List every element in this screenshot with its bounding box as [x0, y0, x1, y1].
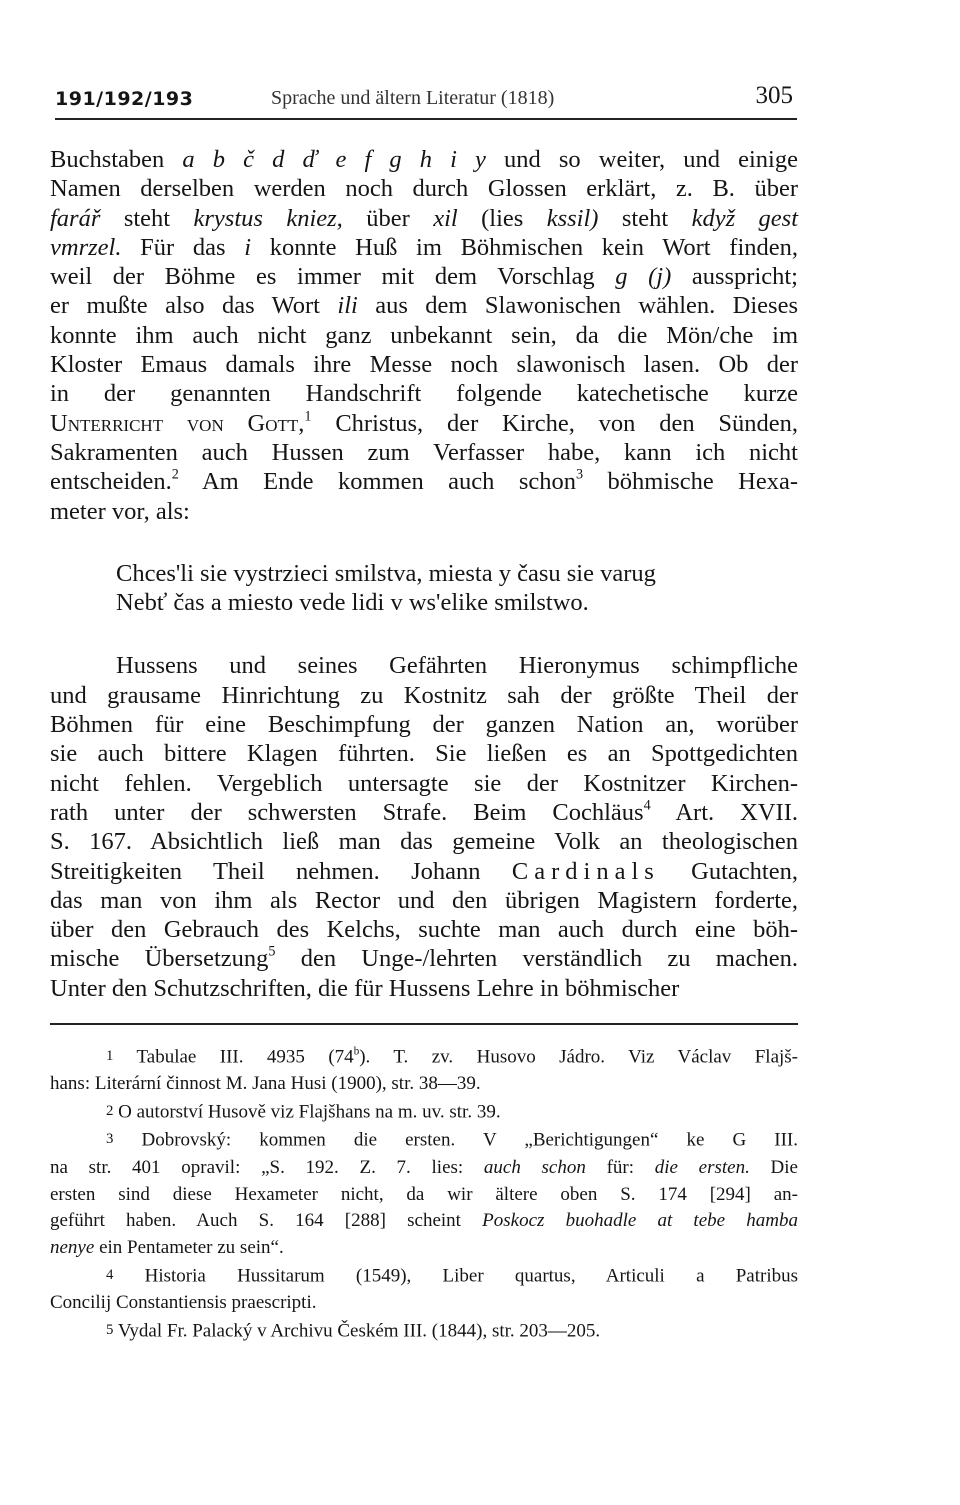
footnote-divider [50, 1023, 798, 1025]
footnote-ref: 1 [304, 408, 312, 425]
footnote-2: 2 O autorství Husově viz Flajšhans na m. uv. str. 39. [106, 1101, 501, 1123]
footnote-1: 1 Tabulae III. 4935 (74$^b$). T. zv. Husovo Jádro. Viz Václav Flajš- [106, 1045, 798, 1068]
running-header [55, 84, 797, 120]
text-line: vmrzel. Für das i konnte Huß im Böhmischen kein Wort finden, [50, 233, 798, 261]
verse-line: Nebť čas a miesto vede lidi v ws'elike smilstwo. [116, 589, 589, 617]
footnote-number: 1 [106, 1048, 114, 1065]
text-line: über den Gebrauch des Kelchs, suchte man auch durch eine böh- [50, 916, 798, 944]
text-line: mische Übersetzung$^5$ den Unge-/lehrten verständlich zu machen. [50, 943, 799, 973]
page-number: 305 [755, 82, 793, 109]
text-line: weil der Böhme es immer mit dem Vorschlag g (j) ausspricht; [50, 263, 798, 291]
main-text [50, 145, 798, 1345]
verse-quote [50, 559, 798, 618]
footnote-ref: 5 [268, 943, 276, 960]
footnote-number: 2 [106, 1103, 114, 1120]
text-line: farář steht krystus kniez, über xil (lies kssil) steht když gest [50, 204, 798, 232]
text-line: Hussens und seines Gefährten Hieronymus schimpfliche [116, 652, 798, 680]
footnote-3: 3 Dobrovský: kommen die ersten. V „Berichtigungen“ ke G III. [106, 1130, 798, 1152]
footnote-number: 4 [106, 1266, 114, 1283]
footnote-number: 3 [106, 1131, 114, 1148]
text-line: Namen derselben werden noch durch Glossen erklärt, z. B. über [50, 175, 798, 203]
footnote-line: ersten sind diese Hexameter nicht, da wir ältere oben S. 174 [294] an- [50, 1183, 798, 1205]
section-numbers: 191/192/193 [55, 88, 194, 110]
footnote-ref: 4 [643, 797, 651, 814]
text-line: Unter den Schutzschriften, die für Hussens Lehre in böhmischer [50, 974, 680, 1002]
footnote-5: 5 Vydal Fr. Palacký v Archivu Českém III. (1844), str. 203—205. [106, 1320, 601, 1342]
footnote-ref: 2 [171, 466, 179, 483]
footnote-line: na str. 401 opravil: „S. 192. Z. 7. lies: auch schon für: die ersten. Die [50, 1156, 798, 1178]
footnote-number: 5 [106, 1321, 114, 1338]
text-line: meter vor, als: [50, 497, 190, 525]
running-title: Sprache und ältern Literatur (1818) [271, 87, 555, 109]
footnote-line: nenye ein Pentameter zu sein“. [50, 1236, 284, 1258]
footnote-line: geführt haben. Auch S. 164 [288] scheint Poskocz buohadle at tebe hamba [50, 1210, 798, 1232]
text-line: er mußte also das Wort ili aus dem Slawonischen wählen. Dieses [50, 292, 798, 320]
text-line: in der genannten Handschrift folgende katechetische kurze [50, 380, 798, 408]
footnote-ref: 3 [576, 466, 584, 483]
footnote-line: Concilij Constantiensis praescripti. [50, 1291, 317, 1313]
text-line: sie auch bittere Klagen führten. Sie ließen es an Spottgedichten [50, 740, 798, 768]
text-line: Böhmen für eine Beschimpfung der ganzen Nation an, worüber [50, 711, 798, 739]
footnote-line: hans: Literární činnost M. Jana Husi (1900), str. 38—39. [50, 1073, 481, 1095]
footnote-4: 4 Historia Hussitarum (1549), Liber quartus, Articuli a Patribus [106, 1265, 798, 1287]
text-line: Buchstaben a b č d ď e f g h i y und so weiter, und einige [50, 146, 798, 173]
paragraph-1 [50, 145, 798, 526]
text-line: Sakramenten auch Hussen zum Verfasser habe, kann ich nicht [50, 438, 798, 466]
text-line: nicht fehlen. Vergeblich untersagte sie der Kostnitzer Kirchen- [50, 769, 798, 797]
paragraph-2 [50, 651, 798, 1003]
verse-line: Chces'li sie vystrzieci smilstva, miesta y času sie varug [116, 559, 656, 587]
text-line: entscheiden.$^2$ Am Ende kommen auch schon$^3$ böhmische Hexa- [50, 466, 798, 496]
text-line: Streitigkeiten Theil nehmen. Johann Cardinals Gutachten, [50, 857, 798, 885]
text-line: Kloster Emaus damals ihre Messe noch slawonisch lasen. Ob der [50, 351, 798, 379]
text-line: S. 167. Absichtlich ließ man das gemeine Volk an theologischen [50, 828, 798, 856]
text-line: Unterricht von Gott,$^1$ Christus, der Kirche, von den Sünden, [50, 408, 799, 437]
text-line: das man von ihm als Rector und den übrigen Magistern forderte, [50, 886, 798, 914]
text-line: rath unter der schwersten Strafe. Beim Cochläus$^4$ Art. XVII. [50, 797, 798, 826]
footnotes [50, 1043, 798, 1345]
text-line: und grausame Hinrichtung zu Kostnitz sah der größte Theil der [50, 681, 798, 709]
text-line: konnte ihm auch nicht ganz unbekannt sein, da die Mön/che im [50, 321, 798, 349]
